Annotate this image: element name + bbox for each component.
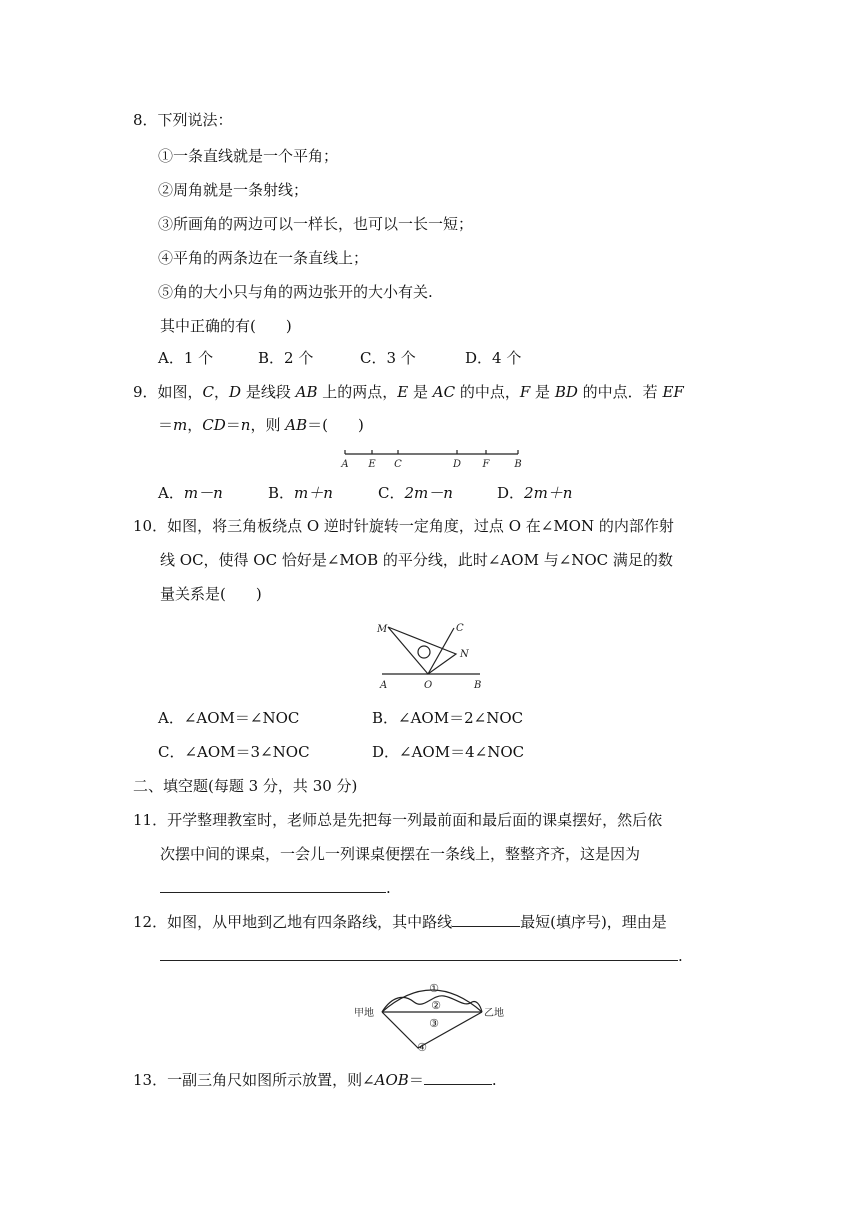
label-c: C: [394, 459, 402, 470]
label-route-2: ②: [431, 999, 441, 1012]
q8-option-a: A．1 个: [158, 349, 214, 367]
q10-option-d: D．∠AOM＝4∠NOC: [372, 743, 525, 761]
section-2-heading: 二、填空题(每题 3 分，共 30 分): [133, 777, 358, 795]
label-b: B: [474, 680, 482, 691]
label-o: O: [424, 680, 433, 691]
q11-answer-blank[interactable]: [160, 878, 386, 893]
q9-option-a: A．m－n: [158, 484, 223, 502]
ray-oc: [428, 628, 454, 674]
q12-route-figure: [352, 974, 512, 1056]
q13-answer-blank[interactable]: [424, 1070, 492, 1085]
q10-option-b: B．∠AOM＝2∠NOC: [372, 709, 524, 727]
q8-stem: 8．下列说法：: [133, 111, 233, 129]
q11-line-2: 次摆中间的课桌，一会儿一列课桌便摆在一条线上，整整齐齐，这是因为: [160, 845, 641, 863]
q9-segment-figure: [340, 446, 530, 472]
q11-answer-line: .: [160, 878, 391, 898]
q10-option-a: A．∠AOM＝∠NOC: [158, 709, 300, 727]
q9-line-1: 9．如图，C，D 是线段 AB 上的两点，E 是 AC 的中点，F 是 BD 的中点．若 EF: [133, 383, 684, 401]
q10-line-3: 量关系是( ): [160, 585, 262, 603]
q10-line-1: 10．如图，将三角板绕点 O 逆时针旋转一定角度，过点 O 在∠MON 的内部作射: [133, 517, 674, 535]
q8-item-5: ⑤角的大小只与角的两边张开的大小有关.: [158, 283, 433, 301]
q8-question: 其中正确的有( ): [160, 317, 292, 335]
label-a: A: [380, 680, 388, 691]
label-route-3: ③: [429, 1017, 439, 1030]
q9-option-c: C．2m－n: [378, 484, 453, 502]
q13-line: 13．一副三角尺如图所示放置，则∠AOB＝ .: [133, 1071, 497, 1089]
q8-item-1: ①一条直线就是一个平角；: [158, 147, 339, 165]
q8-item-3: ③所画角的两边可以一样长，也可以一长一短；: [158, 215, 474, 233]
q8-option-c: C．3 个: [360, 349, 416, 367]
q8-option-d: D．4 个: [465, 349, 522, 367]
label-f: F: [482, 459, 490, 470]
q8-option-b: B．2 个: [258, 349, 314, 367]
q10-triangle-figure: [372, 618, 492, 696]
label-route-4: ④: [417, 1041, 427, 1054]
q8-item-4: ④平角的两条边在一条直线上；: [158, 249, 369, 267]
q10-option-c: C．∠AOM＝3∠NOC: [158, 743, 310, 761]
label-d: D: [452, 459, 462, 470]
label-jia-di: 甲地: [354, 1008, 374, 1019]
label-n: N: [460, 649, 469, 660]
q12-reason-line: .: [160, 946, 683, 966]
triangle-hole: [418, 646, 430, 658]
q10-line-2: 线 OC，使得 OC 恰好是∠MOB 的平分线，此时∠AOM 与∠NOC 满足的数: [160, 551, 673, 569]
label-c: C: [456, 623, 464, 634]
label-a: A: [341, 459, 349, 470]
q12-route-blank[interactable]: [452, 912, 520, 927]
label-e: E: [368, 459, 376, 470]
label-m: M: [377, 624, 388, 635]
label-yi-di: 乙地: [484, 1008, 504, 1019]
label-b: B: [514, 459, 522, 470]
q12-line-1: 12．如图，从甲地到乙地有四条路线，其中路线 最短(填序号)，理由是: [133, 913, 667, 931]
q12-reason-blank[interactable]: [160, 946, 678, 961]
label-route-1: ①: [429, 982, 439, 995]
q9-line-2: ＝m，CD＝n，则 AB＝( ): [158, 416, 364, 434]
q9-option-d: D．2m＋n: [497, 484, 573, 502]
triangle-ruler: [388, 627, 456, 674]
q11-line-1: 11．开学整理教室时，老师总是先把每一列最前面和最后面的课桌摆好，然后依: [133, 811, 663, 829]
q8-item-2: ②周角就是一条射线；: [158, 181, 309, 199]
q9-option-b: B．m＋n: [268, 484, 333, 502]
